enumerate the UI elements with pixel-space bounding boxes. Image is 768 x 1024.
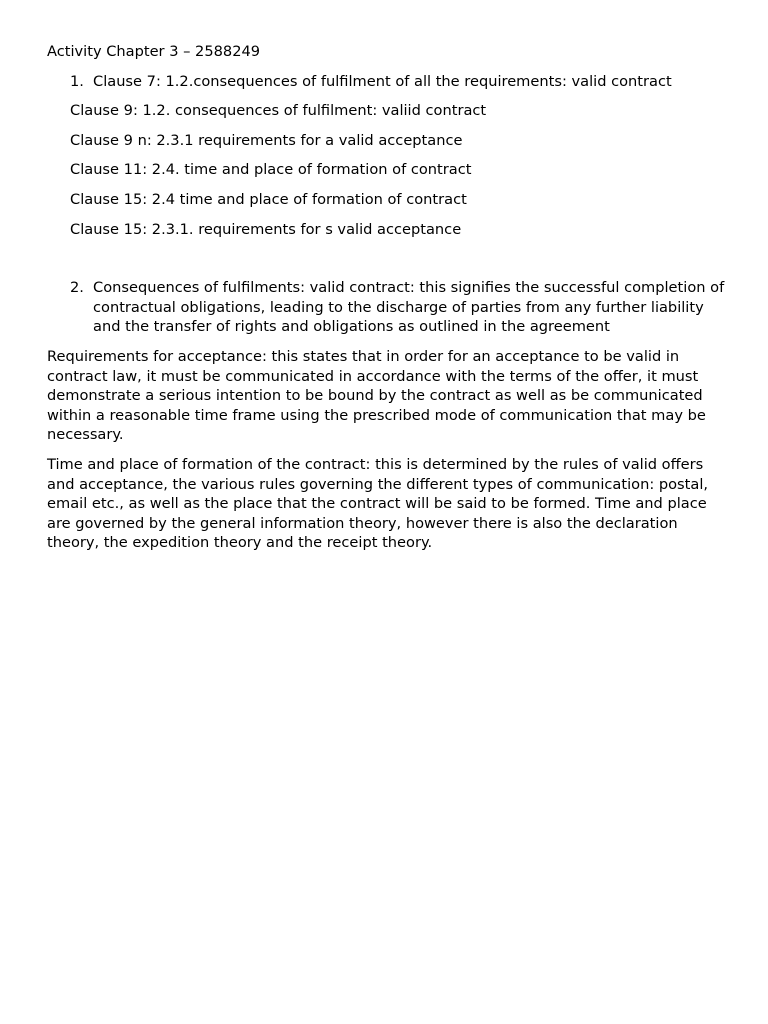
- list-item-text: Consequences of fulfilments: valid contract: this signifies the successful completion of contractual obligations, leading to the discharge of parties from any further liability and the transfer of rights and obligations as outlined in the agreement: [93, 279, 725, 336]
- clause-line: Clause 7: 1.2.consequences of fulfilment of all the requirements: valid contract: [93, 72, 672, 90]
- clause-line: Clause 11: 2.4. time and place of formation of contract: [70, 161, 472, 179]
- list-number: 1.: [70, 72, 84, 90]
- clause-line: Clause 15: 2.3.1. requirements for s valid acceptance: [70, 220, 462, 238]
- document-title: Activity Chapter 3 – 2588249: [47, 43, 261, 60]
- paragraph: Time and place of formation of the contract: this is determined by the rules of valid offers and acceptance, the various rules governing the different types of communication: postal, email etc., as well as the place that the contract will be said to be formed. Time and place are governed by the general information theory, however there is also the declaration theory, the expedition theory and the receipt theory.: [47, 455, 709, 552]
- list-item-1: [47, 72, 727, 92]
- list-item-2: [47, 278, 727, 337]
- paragraph: Requirements for acceptance: this states that in order for an acceptance to be valid in contract law, it must be communicated in accordance with the terms of the offer, it must demonstrate a serious intention to be bound by the contract as well as be communicated within a reasonable time frame using the prescribed mode of communication that may be necessary.: [47, 347, 706, 444]
- clause-line: Clause 9: 1.2. consequences of fulfilment: valiid contract: [70, 102, 487, 120]
- clause-line: Clause 15: 2.4 time and place of formation of contract: [70, 190, 467, 208]
- list-number: 2.: [70, 279, 84, 297]
- clause-line: Clause 9 n: 2.3.1 requirements for a valid acceptance: [70, 131, 463, 149]
- document-page: [47, 42, 727, 553]
